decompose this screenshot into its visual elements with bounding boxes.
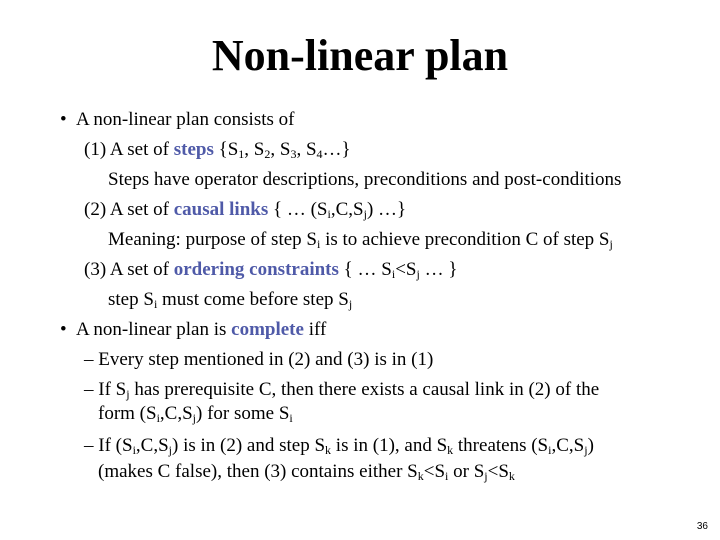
text-fragment: ,C,S: [159, 403, 193, 424]
text-fragment: <S: [423, 461, 446, 482]
dash-marker: –: [84, 379, 94, 400]
keyword-ordering-constraints: ordering constraints: [173, 259, 339, 280]
text-fragment: is to achieve precondition C of step S: [320, 229, 610, 250]
subscript: 1: [238, 147, 245, 161]
subscript: 3: [290, 147, 297, 161]
subscript: i: [316, 237, 321, 251]
text-fragment: A non-linear plan is: [76, 319, 232, 340]
subscript: j: [363, 207, 367, 221]
text-fragment: ) …}: [366, 199, 407, 220]
condition-prerequisite: [84, 378, 599, 402]
bullet-definition: [60, 108, 294, 132]
bullet-marker: •: [60, 319, 67, 340]
text-fragment: …}: [322, 139, 351, 160]
subscript: j: [416, 267, 420, 281]
subscript: j: [192, 411, 197, 425]
subscript: j: [126, 387, 130, 401]
text-fragment: or S: [448, 461, 485, 482]
subscript: i: [445, 469, 449, 483]
subscript: j: [348, 297, 353, 311]
subscript: i: [289, 411, 293, 425]
text-fragment: step S: [108, 289, 154, 310]
subscript: j: [584, 443, 588, 457]
condition-prerequisite-continued: [98, 402, 293, 426]
text-fragment: , S: [270, 139, 291, 160]
subscript: k: [508, 469, 515, 483]
subscript: k: [447, 443, 454, 457]
text-fragment: ) for some S: [196, 403, 290, 424]
text-fragment: { … (S: [268, 199, 328, 220]
subscript: j: [609, 237, 613, 251]
text-fragment: If (S: [98, 435, 133, 456]
subscript: i: [548, 443, 552, 457]
text-fragment: Meaning: purpose of step S: [108, 229, 317, 250]
condition-threat-continued: [98, 460, 515, 484]
text-fragment: ,C,S: [330, 199, 364, 220]
text-fragment: iff: [303, 319, 327, 340]
keyword-steps: steps: [173, 139, 214, 160]
text-fragment: form (S: [98, 403, 157, 424]
keyword-causal-links: causal links: [173, 199, 269, 220]
text-fragment: ) is in (2) and step S: [172, 435, 326, 456]
subscript: j: [168, 443, 172, 457]
dash-marker: –: [84, 349, 94, 370]
item-steps-description: Steps have operator descriptions, preconditions and post-conditions: [108, 169, 622, 190]
text-fragment: threatens (S: [453, 435, 549, 456]
item-causal-links-description: [108, 228, 613, 252]
item-steps: [84, 138, 351, 162]
subscript: i: [391, 267, 396, 281]
text-fragment: Every step mentioned in (2) and (3) is in (1): [98, 349, 434, 370]
subscript: k: [325, 443, 332, 457]
subscript: 2: [264, 147, 271, 161]
slide-title: Non-linear plan: [211, 31, 509, 80]
text-fragment: (2) A set of: [84, 199, 174, 220]
text-fragment: (1) A set of: [84, 139, 174, 160]
subscript: i: [132, 443, 136, 457]
bullet-marker: •: [60, 109, 67, 130]
text-fragment: , S: [296, 139, 317, 160]
text-fragment: ,C,S: [551, 435, 585, 456]
subscript: j: [484, 469, 488, 483]
subscript: 4: [316, 147, 323, 161]
text-fragment: If S: [98, 379, 127, 400]
item-causal-links: [84, 198, 406, 222]
text-fragment: <S: [487, 461, 509, 482]
text-fragment: (3) A set of: [84, 259, 174, 280]
text-fragment: { … S: [338, 259, 392, 280]
text-fragment: is in (1), and S: [331, 435, 448, 456]
text-fragment: (makes C false), then (3) contains either S: [98, 461, 418, 482]
text-fragment: , S: [244, 139, 265, 160]
keyword-complete: complete: [231, 319, 304, 340]
text-fragment: … }: [419, 259, 458, 280]
page-number: 36: [696, 521, 708, 532]
item-ordering-description: [108, 288, 352, 312]
subscript: i: [153, 297, 158, 311]
text-fragment: must come before step S: [157, 289, 349, 310]
text-fragment: ,C,S: [135, 435, 169, 456]
condition-threat: [84, 434, 594, 458]
condition-every-step: [84, 348, 433, 372]
text-fragment: has prerequisite C, then there exists a causal link in (2) of the: [129, 379, 600, 400]
text-fragment: <S: [395, 259, 417, 280]
subscript: k: [417, 469, 424, 483]
dash-marker: –: [84, 435, 94, 456]
text-fragment: {S: [213, 139, 239, 160]
bullet-complete: [60, 318, 326, 342]
text-fragment: ): [587, 435, 594, 456]
item-ordering-constraints: [84, 258, 457, 282]
bullet-text: A non-linear plan consists of: [76, 109, 295, 130]
subscript: i: [156, 411, 160, 425]
subscript: i: [327, 207, 331, 221]
